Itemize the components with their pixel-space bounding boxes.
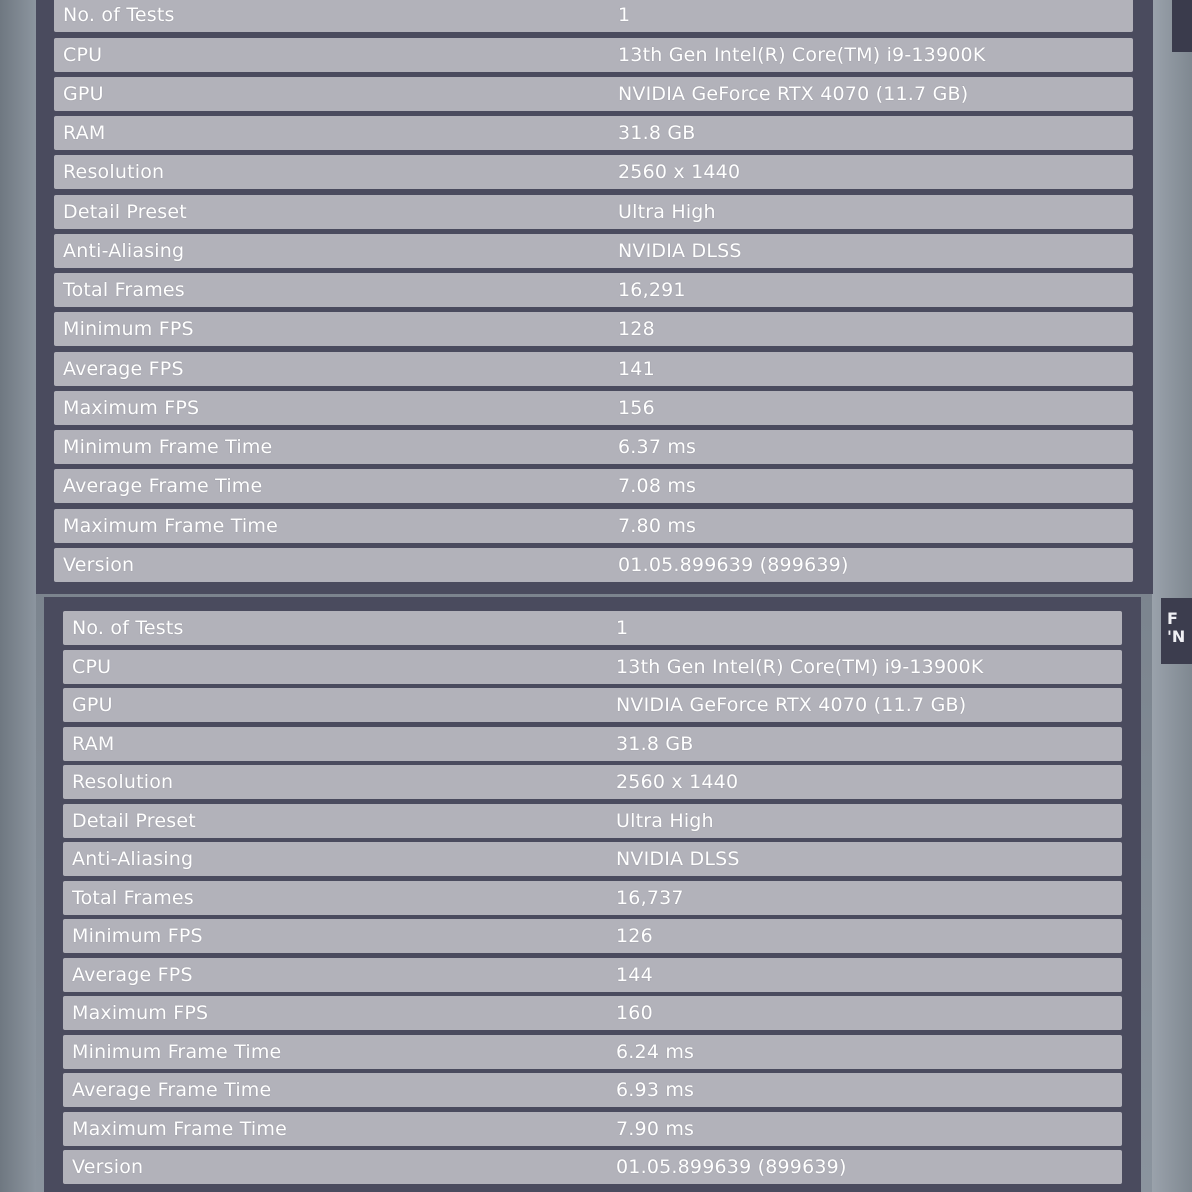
row-label: Maximum FPS (63, 397, 200, 419)
row-label: CPU (72, 656, 112, 678)
benchmark-results-panel-1 (36, 0, 1153, 594)
row-value: 1 (618, 4, 631, 26)
row-average-fps (54, 352, 1133, 386)
row-label: Maximum Frame Time (63, 515, 278, 537)
row-label: GPU (63, 83, 104, 105)
row-value: NVIDIA GeForce RTX 4070 (11.7 GB) (616, 694, 967, 716)
row-value: 16,737 (616, 887, 684, 909)
row-label: Minimum Frame Time (72, 1041, 282, 1063)
row-maximum-fps (63, 996, 1122, 1030)
row-value: 144 (616, 964, 653, 986)
row-label: No. of Tests (63, 4, 175, 26)
row-ram (54, 116, 1133, 150)
row-value: NVIDIA DLSS (618, 240, 742, 262)
row-label: Minimum FPS (72, 925, 203, 947)
row-no-of-tests (63, 611, 1122, 645)
row-value: 141 (618, 358, 655, 380)
row-value: 6.24 ms (616, 1041, 695, 1063)
row-label: Detail Preset (72, 810, 196, 832)
row-value: 7.80 ms (618, 515, 697, 537)
row-cpu (63, 650, 1122, 684)
row-value: 31.8 GB (618, 122, 696, 144)
row-value: Ultra High (616, 810, 714, 832)
row-cpu (54, 38, 1133, 72)
row-value: 01.05.899639 (899639) (616, 1156, 847, 1178)
row-value: NVIDIA GeForce RTX 4070 (11.7 GB) (618, 83, 969, 105)
row-value: 13th Gen Intel(R) Core(TM) i9-13900K (618, 44, 986, 66)
row-gpu (54, 77, 1133, 111)
row-value: 6.37 ms (618, 436, 697, 458)
row-detail-preset (63, 804, 1122, 838)
background-left (0, 0, 36, 1192)
row-label: Average Frame Time (72, 1079, 272, 1101)
row-value: 156 (618, 397, 655, 419)
row-label: Resolution (63, 161, 165, 183)
background-right (1152, 0, 1192, 1192)
row-label: Total Frames (72, 887, 194, 909)
row-maximum-frame-time (63, 1112, 1122, 1146)
row-value: 2560 x 1440 (618, 161, 741, 183)
row-label: Anti-Aliasing (72, 848, 194, 870)
row-label: Average FPS (63, 358, 184, 380)
row-value: 7.90 ms (616, 1118, 695, 1140)
row-minimum-fps (63, 919, 1122, 953)
row-anti-aliasing (54, 234, 1133, 268)
row-maximum-frame-time (54, 509, 1133, 543)
row-value: 31.8 GB (616, 733, 694, 755)
row-value: 1 (616, 617, 629, 639)
row-value: 01.05.899639 (899639) (618, 554, 849, 576)
row-resolution (63, 765, 1122, 799)
row-label: CPU (63, 44, 103, 66)
side-tab-bottom[interactable] (1161, 598, 1192, 664)
row-label: Minimum FPS (63, 318, 194, 340)
row-resolution (54, 155, 1133, 189)
row-anti-aliasing (63, 842, 1122, 876)
row-value: Ultra High (618, 201, 716, 223)
row-ram (63, 727, 1122, 761)
row-value: 128 (618, 318, 655, 340)
row-value: 2560 x 1440 (616, 771, 739, 793)
row-label: Anti-Aliasing (63, 240, 185, 262)
row-label: Maximum FPS (72, 1002, 209, 1024)
row-label: Maximum Frame Time (72, 1118, 287, 1140)
row-label: No. of Tests (72, 617, 184, 639)
row-average-fps (63, 958, 1122, 992)
row-label: Average FPS (72, 964, 193, 986)
row-value: 16,291 (618, 279, 686, 301)
row-label: Resolution (72, 771, 174, 793)
row-label: Detail Preset (63, 201, 187, 223)
side-tab-bottom-text: F 'N (1167, 609, 1186, 646)
row-gpu (63, 688, 1122, 722)
row-label: Version (63, 554, 135, 576)
row-value: NVIDIA DLSS (616, 848, 740, 870)
row-average-frame-time (54, 469, 1133, 503)
row-no-of-tests (54, 0, 1133, 32)
row-value: 160 (616, 1002, 653, 1024)
row-version (63, 1150, 1122, 1184)
row-label: Average Frame Time (63, 475, 263, 497)
row-version (54, 548, 1133, 582)
row-label: GPU (72, 694, 113, 716)
row-value: 126 (616, 925, 653, 947)
row-label: Minimum Frame Time (63, 436, 273, 458)
row-label: Total Frames (63, 279, 185, 301)
row-average-frame-time (63, 1073, 1122, 1107)
row-minimum-fps (54, 312, 1133, 346)
row-label: Version (72, 1156, 144, 1178)
side-tab-top[interactable] (1172, 0, 1192, 52)
row-minimum-frame-time (63, 1035, 1122, 1069)
row-value: 6.93 ms (616, 1079, 695, 1101)
row-detail-preset (54, 195, 1133, 229)
row-minimum-frame-time (54, 430, 1133, 464)
benchmark-results-panel-2 (44, 597, 1141, 1192)
row-value: 7.08 ms (618, 475, 697, 497)
row-total-frames (63, 881, 1122, 915)
row-label: RAM (63, 122, 106, 144)
row-label: RAM (72, 733, 115, 755)
row-maximum-fps (54, 391, 1133, 425)
row-total-frames (54, 273, 1133, 307)
row-value: 13th Gen Intel(R) Core(TM) i9-13900K (616, 656, 984, 678)
